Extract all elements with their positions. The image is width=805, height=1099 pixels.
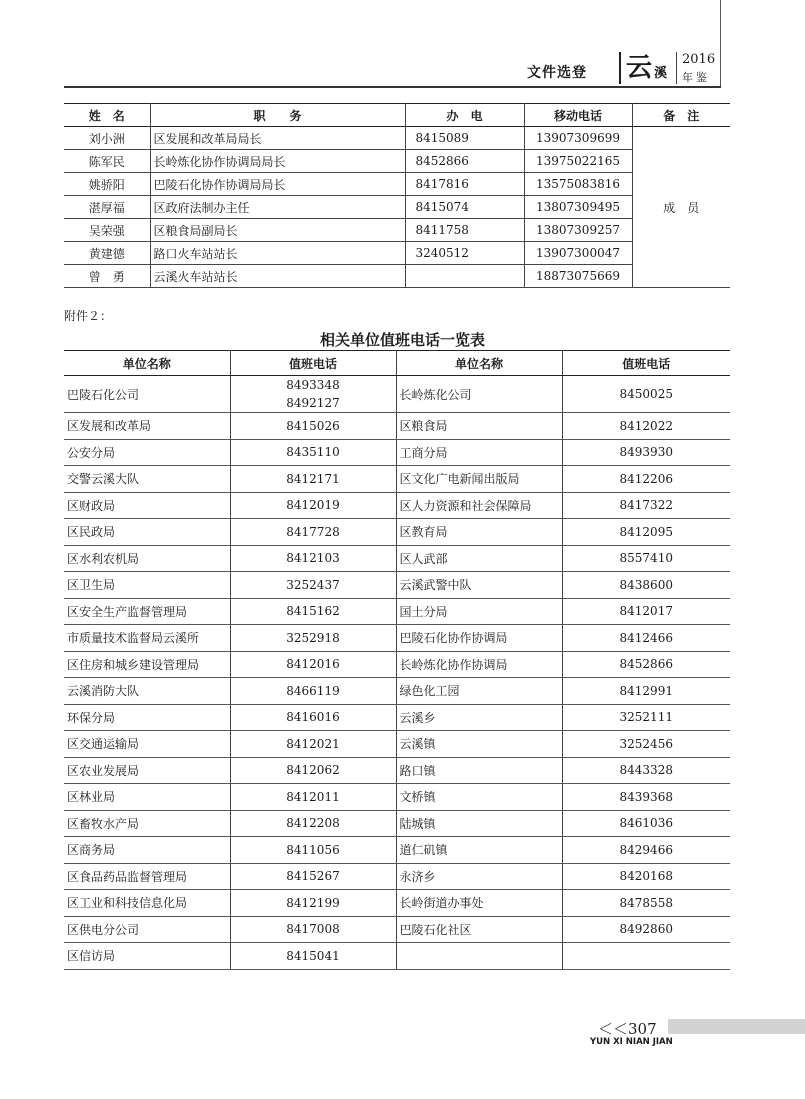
- unit-name: 区文化广电新闻出版局: [396, 466, 562, 493]
- duty-phone: 8412095: [562, 519, 730, 546]
- table-row: [64, 196, 730, 219]
- unit-name: 区水利农机局: [64, 545, 230, 572]
- unit-name: 区人力资源和社会保障局: [396, 492, 562, 519]
- unit-name: 云溪乡: [396, 704, 562, 731]
- unit-name: 区信访局: [64, 943, 230, 970]
- col-unit-left: 单位名称: [64, 351, 230, 376]
- duty-phone: 8412062: [230, 757, 396, 784]
- unit-name: 环保分局: [64, 704, 230, 731]
- duty-phone: 8412022: [562, 413, 730, 440]
- unit-name: 区交通运输局: [64, 731, 230, 758]
- member-name: 湛厚福: [64, 196, 150, 219]
- unit-name: 区人武部: [396, 545, 562, 572]
- duty-phone: 8415267: [230, 863, 396, 890]
- duty-table-header: [64, 351, 730, 376]
- unit-name: 区工业和科技信息化局: [64, 890, 230, 917]
- col-unit-right: 单位名称: [396, 351, 562, 376]
- duty-phone: 8415162: [230, 598, 396, 625]
- member-office-phone: 8417816: [405, 173, 524, 196]
- duty-phone: 8420168: [562, 863, 730, 890]
- duty-phone: 8478558: [562, 890, 730, 917]
- member-mobile: 13907309699: [524, 127, 632, 150]
- table-row: [64, 678, 730, 705]
- duty-phone-line: 8492127: [286, 396, 340, 410]
- duty-phone: 8411056: [230, 837, 396, 864]
- table-row: [64, 173, 730, 196]
- member-mobile: 13575083816: [524, 173, 632, 196]
- table-row: [64, 598, 730, 625]
- table-row: [64, 863, 730, 890]
- duty-phone: 8412019: [230, 492, 396, 519]
- header-rule: [64, 86, 721, 88]
- unit-name: 文桥镇: [396, 784, 562, 811]
- member-office-phone: 3240512: [405, 242, 524, 265]
- col-office-phone: 办 电: [405, 104, 524, 127]
- duty-phone: 8412017: [562, 598, 730, 625]
- member-mobile: 13807309257: [524, 219, 632, 242]
- table-row: [64, 439, 730, 466]
- duty-phone: 8435110: [230, 439, 396, 466]
- duty-table-title: 相关单位值班电话一览表: [319, 331, 485, 349]
- unit-name: 区卫生局: [64, 572, 230, 599]
- duty-phone: 8452866: [562, 651, 730, 678]
- col-position: 职 务: [150, 104, 405, 127]
- duty-phone: 8412206: [562, 466, 730, 493]
- table-row: [64, 837, 730, 864]
- table-row: [64, 150, 730, 173]
- duty-phone: 3252456: [562, 731, 730, 758]
- member-position: 区粮食局副局长: [150, 219, 405, 242]
- member-mobile: 13975022165: [524, 150, 632, 173]
- unit-name: 巴陵石化社区: [396, 916, 562, 943]
- col-name: 姓 名: [64, 104, 150, 127]
- duty-phone: 8412171: [230, 466, 396, 493]
- member-mobile: 18873075669: [524, 265, 632, 288]
- table-row: [64, 784, 730, 811]
- unit-name: 道仁矶镇: [396, 837, 562, 864]
- unit-name: 交警云溪大队: [64, 466, 230, 493]
- unit-name: [396, 943, 562, 970]
- brand-logo-yun: 云: [626, 53, 653, 83]
- table-row: [64, 651, 730, 678]
- section-title: 文件选登: [527, 65, 587, 81]
- duty-phone: 8443328: [562, 757, 730, 784]
- table-row: [64, 127, 730, 150]
- duty-phone: 8439368: [562, 784, 730, 811]
- yearbook-label: 年鉴: [682, 71, 710, 84]
- table-row: [64, 810, 730, 837]
- table-row: [64, 757, 730, 784]
- member-mobile: 13907300047: [524, 242, 632, 265]
- unit-name: 工商分局: [396, 439, 562, 466]
- duty-phone: 8412011: [230, 784, 396, 811]
- unit-name: 区食品药品监督管理局: [64, 863, 230, 890]
- duty-phone: 8493930: [562, 439, 730, 466]
- duty-phone: 8412016: [230, 651, 396, 678]
- table-row: [64, 731, 730, 758]
- member-position: 巴陵石化协作协调局局长: [150, 173, 405, 196]
- unit-name: 云溪武警中队: [396, 572, 562, 599]
- table-row: [64, 242, 730, 265]
- col-phone-left: 值班电话: [230, 351, 396, 376]
- member-name: 吴荣强: [64, 219, 150, 242]
- table-row: [64, 413, 730, 440]
- unit-name: 区发展和改革局: [64, 413, 230, 440]
- unit-name: 陆城镇: [396, 810, 562, 837]
- duty-phone: 3252437: [230, 572, 396, 599]
- duty-phone: 8450025: [562, 376, 730, 413]
- unit-name: 区畜牧水产局: [64, 810, 230, 837]
- unit-name: 长岭街道办事处: [396, 890, 562, 917]
- table-row: [64, 943, 730, 970]
- unit-name: 巴陵石化公司: [64, 376, 230, 413]
- duty-phone: 8415026: [230, 413, 396, 440]
- footer-bar: [668, 1019, 805, 1034]
- unit-name: 长岭炼化公司: [396, 376, 562, 413]
- duty-phone: [230, 376, 396, 413]
- brand-bar: [619, 52, 621, 84]
- unit-name: 绿色化工园: [396, 678, 562, 705]
- member-name: 曾 勇: [64, 265, 150, 288]
- members-table: [64, 103, 730, 288]
- table-row: [64, 492, 730, 519]
- table-row: [64, 265, 730, 288]
- unit-name: 区教育局: [396, 519, 562, 546]
- unit-name: 云溪镇: [396, 731, 562, 758]
- duty-phone: [562, 943, 730, 970]
- unit-name: 公安分局: [64, 439, 230, 466]
- page-number: ＜＜307: [598, 1020, 657, 1038]
- unit-name: 区农业发展局: [64, 757, 230, 784]
- header-vertical-rule: [720, 0, 721, 86]
- duty-phone: 8412021: [230, 731, 396, 758]
- table-row: [64, 625, 730, 652]
- duty-phone-table: [64, 350, 730, 970]
- duty-phone: 8415041: [230, 943, 396, 970]
- duty-phone: 8416016: [230, 704, 396, 731]
- unit-name: 区安全生产监督管理局: [64, 598, 230, 625]
- footer-subtitle: YUN XI NIAN JIAN: [590, 1037, 673, 1047]
- member-office-phone: 8415074: [405, 196, 524, 219]
- unit-name: 巴陵石化协作协调局: [396, 625, 562, 652]
- unit-name: 区林业局: [64, 784, 230, 811]
- unit-name: 区粮食局: [396, 413, 562, 440]
- duty-phone: 8557410: [562, 545, 730, 572]
- member-office-phone: 8452866: [405, 150, 524, 173]
- duty-phone-line: 8493348: [286, 378, 340, 392]
- duty-phone: 8492860: [562, 916, 730, 943]
- duty-phone: 8412199: [230, 890, 396, 917]
- duty-phone: 8417008: [230, 916, 396, 943]
- members-table-header: [64, 104, 730, 127]
- unit-name: 国土分局: [396, 598, 562, 625]
- unit-name: 长岭炼化协作协调局: [396, 651, 562, 678]
- duty-phone: 8412466: [562, 625, 730, 652]
- table-row: [64, 219, 730, 242]
- yearbook-year: 2016: [682, 52, 716, 67]
- member-position: 路口火车站站长: [150, 242, 405, 265]
- unit-name: 路口镇: [396, 757, 562, 784]
- unit-name: 市质量技术监督局云溪所: [64, 625, 230, 652]
- member-position: 云溪火车站站长: [150, 265, 405, 288]
- brand-divider: [676, 52, 677, 84]
- unit-name: 区供电分公司: [64, 916, 230, 943]
- member-position: 区发展和改革局局长: [150, 127, 405, 150]
- table-row: [64, 519, 730, 546]
- member-name: 刘小洲: [64, 127, 150, 150]
- attachment-label: 附件２：: [64, 309, 113, 323]
- member-position: 长岭炼化协作协调局局长: [150, 150, 405, 173]
- duty-phone: 8466119: [230, 678, 396, 705]
- member-name: 陈军民: [64, 150, 150, 173]
- table-row: [64, 376, 730, 413]
- duty-phone: 8461036: [562, 810, 730, 837]
- duty-phone: 3252918: [230, 625, 396, 652]
- unit-name: 永济乡: [396, 863, 562, 890]
- member-office-phone: [405, 265, 524, 288]
- col-note: 备 注: [632, 104, 730, 127]
- unit-name: 区商务局: [64, 837, 230, 864]
- table-row: [64, 545, 730, 572]
- col-mobile: 移动电话: [524, 104, 632, 127]
- member-name: 黄建德: [64, 242, 150, 265]
- duty-phone: 8429466: [562, 837, 730, 864]
- unit-name: 区民政局: [64, 519, 230, 546]
- duty-phone: 3252111: [562, 704, 730, 731]
- unit-name: 云溪消防大队: [64, 678, 230, 705]
- table-row: [64, 890, 730, 917]
- unit-name: 区财政局: [64, 492, 230, 519]
- col-phone-right: 值班电话: [562, 351, 730, 376]
- table-row: [64, 572, 730, 599]
- duty-phone: 8412103: [230, 545, 396, 572]
- member-position: 区政府法制办主任: [150, 196, 405, 219]
- member-name: 姚骄阳: [64, 173, 150, 196]
- duty-phone: 8412208: [230, 810, 396, 837]
- brand-logo-xi: 溪: [654, 66, 668, 81]
- duty-phone: 8417728: [230, 519, 396, 546]
- duty-phone: 8417322: [562, 492, 730, 519]
- member-office-phone: 8411758: [405, 219, 524, 242]
- table-row: [64, 916, 730, 943]
- table-row: [64, 704, 730, 731]
- member-note: 成 员: [632, 127, 730, 288]
- unit-name: 区住房和城乡建设管理局: [64, 651, 230, 678]
- member-office-phone: 8415089: [405, 127, 524, 150]
- member-mobile: 13807309495: [524, 196, 632, 219]
- duty-phone: 8438600: [562, 572, 730, 599]
- table-row: [64, 466, 730, 493]
- duty-phone: 8412991: [562, 678, 730, 705]
